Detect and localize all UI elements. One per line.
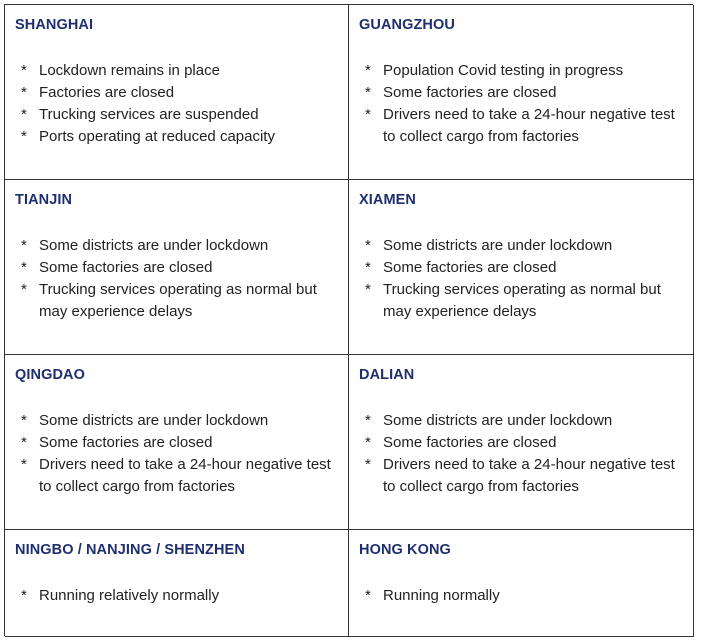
bullet-asterisk: * (21, 128, 27, 145)
bullet-asterisk: * (21, 434, 27, 451)
bullet-asterisk: * (21, 62, 27, 79)
region-title: TIANJIN (15, 192, 73, 208)
status-item (359, 257, 683, 279)
status-list (359, 60, 683, 148)
status-text: Drivers need to take a 24-hour negative test to collect cargo from factories (383, 456, 675, 495)
region-title: HONG KONG (359, 542, 451, 558)
status-text: Some factories are closed (39, 259, 213, 276)
bullet-asterisk: * (365, 456, 371, 473)
status-text: Drivers need to take a 24-hour negative test to collect cargo from factories (39, 456, 331, 495)
status-text: Some factories are closed (39, 434, 213, 451)
status-item (359, 432, 683, 454)
status-text: Lockdown remains in place (39, 62, 220, 79)
status-item (15, 126, 338, 148)
bullet-asterisk: * (365, 84, 371, 101)
status-text: Trucking services operating as normal but may experience delays (383, 281, 661, 320)
status-item (15, 410, 338, 432)
region-cell-shanghai (5, 5, 349, 180)
bullet-asterisk: * (21, 106, 27, 123)
status-text: Some districts are under lockdown (39, 412, 269, 429)
status-list (359, 235, 683, 323)
region-title: XIAMEN (359, 192, 416, 208)
status-item (15, 454, 338, 498)
status-item (359, 60, 683, 82)
status-item (15, 60, 338, 82)
status-item (15, 82, 338, 104)
status-list (15, 235, 338, 323)
status-item (15, 257, 338, 279)
region-cell-guangzhou (349, 5, 694, 180)
status-text: Some districts are under lockdown (383, 412, 613, 429)
bullet-asterisk: * (365, 237, 371, 254)
status-list (15, 60, 338, 148)
status-text: Some districts are under lockdown (39, 237, 269, 254)
status-text: Factories are closed (39, 84, 175, 101)
status-list (359, 410, 683, 498)
status-text: Some factories are closed (383, 434, 557, 451)
bullet-asterisk: * (365, 434, 371, 451)
region-title: DALIAN (359, 367, 415, 383)
bullet-asterisk: * (21, 412, 27, 429)
status-item (15, 279, 338, 323)
status-item (15, 104, 338, 126)
bullet-asterisk: * (21, 237, 27, 254)
status-list (359, 585, 683, 607)
region-title: GUANGZHOU (359, 17, 455, 33)
status-text: Trucking services operating as normal but may experience delays (39, 281, 317, 320)
bullet-asterisk: * (365, 62, 371, 79)
region-cell-hong-kong (349, 530, 694, 637)
region-cell-xiamen (349, 180, 694, 355)
region-cell-qingdao (5, 355, 349, 530)
status-item (359, 82, 683, 104)
bullet-asterisk: * (21, 84, 27, 101)
status-text: Population Covid testing in progress (383, 62, 624, 79)
status-item (15, 235, 338, 257)
bullet-asterisk: * (365, 412, 371, 429)
bullet-asterisk: * (21, 259, 27, 276)
bullet-asterisk: * (21, 281, 27, 298)
status-item (15, 585, 338, 607)
region-cell-tianjin (5, 180, 349, 355)
status-item (359, 104, 683, 148)
bullet-asterisk: * (365, 106, 371, 123)
bullet-asterisk: * (21, 456, 27, 473)
status-item (15, 432, 338, 454)
status-text: Trucking services are suspended (39, 106, 259, 123)
status-text: Drivers need to take a 24-hour negative test to collect cargo from factories (383, 106, 675, 145)
region-title: QINGDAO (15, 367, 85, 383)
bullet-asterisk: * (365, 281, 371, 298)
region-title: NINGBO / NANJING / SHENZHEN (15, 542, 245, 558)
region-cell-ningbo-nanjing-shenzhen (5, 530, 349, 637)
status-item (359, 454, 683, 498)
status-text: Some districts are under lockdown (383, 237, 613, 254)
status-item (359, 279, 683, 323)
status-text: Ports operating at reduced capacity (39, 128, 275, 145)
bullet-asterisk: * (365, 587, 371, 604)
status-text: Some factories are closed (383, 259, 557, 276)
region-status-table (4, 4, 693, 636)
status-item (359, 410, 683, 432)
status-text: Running normally (383, 587, 500, 604)
status-list (15, 410, 338, 498)
status-list (15, 585, 338, 607)
bullet-asterisk: * (365, 259, 371, 276)
status-item (359, 585, 683, 607)
status-text: Some factories are closed (383, 84, 557, 101)
status-item (359, 235, 683, 257)
bullet-asterisk: * (21, 587, 27, 604)
region-cell-dalian (349, 355, 694, 530)
region-title: SHANGHAI (15, 17, 94, 33)
status-text: Running relatively normally (39, 587, 220, 604)
